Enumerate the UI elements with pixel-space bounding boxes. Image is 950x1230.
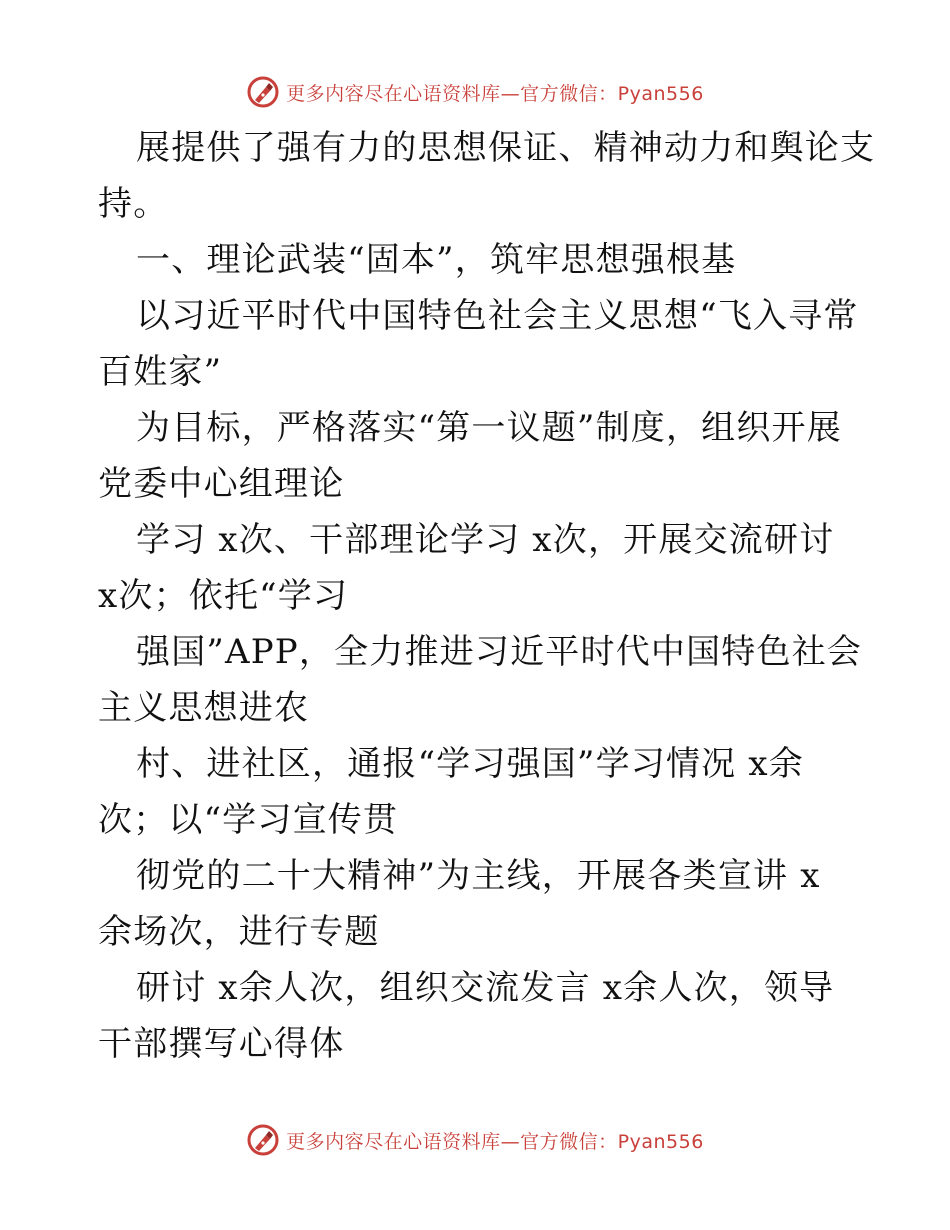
body-line-4: 以习近平时代中国特色社会主义思想“飞入寻常 <box>136 296 859 336</box>
body-line-10: 强国”APP，全力推进习近平时代中国特色社会 <box>136 632 863 672</box>
body-line-2: 持。 <box>98 184 169 224</box>
body-line-9: x次；依托“学习 <box>98 576 349 616</box>
body-line-13: 次；以“学习宣传贯 <box>98 800 399 840</box>
body-line-7: 党委中心组理论 <box>98 464 345 504</box>
body-line-14: 彻党的二十大精神”为主线，开展各类宣讲 x <box>136 856 821 896</box>
body-line-6: 为目标，严格落实“第一议题”制度，组织开展 <box>136 408 842 448</box>
body-line-16: 研讨 x余人次，组织交流发言 x余人次，领导 <box>136 968 835 1008</box>
pen-nib-logo-icon <box>246 1123 280 1157</box>
body-line-17: 干部撰写心得体 <box>98 1024 345 1064</box>
body-line-11: 主义思想进农 <box>98 688 310 728</box>
header-watermark-text: 更多内容尽在心语资料库—官方微信：Pyan556 <box>286 82 704 105</box>
section-heading: 一、理论武装“固本”，筑牢思想强根基 <box>136 240 737 280</box>
footer-watermark-text: 更多内容尽在心语资料库—官方微信：Pyan556 <box>286 1130 704 1153</box>
body-line-8: 学习 x次、干部理论学习 x次，开展交流研讨 <box>136 520 835 560</box>
body-line-12: 村、进社区，通报“学习强国”学习情况 x余 <box>136 744 804 784</box>
body-line-5: 百姓家” <box>98 352 223 392</box>
header-watermark <box>0 72 950 112</box>
body-line-1: 展提供了强有力的思想保证、精神动力和舆论支 <box>136 128 876 168</box>
footer-watermark <box>0 1120 950 1160</box>
document-body <box>98 120 876 1072</box>
body-line-15: 余场次，进行专题 <box>98 912 380 952</box>
pen-nib-logo-icon <box>246 75 280 109</box>
